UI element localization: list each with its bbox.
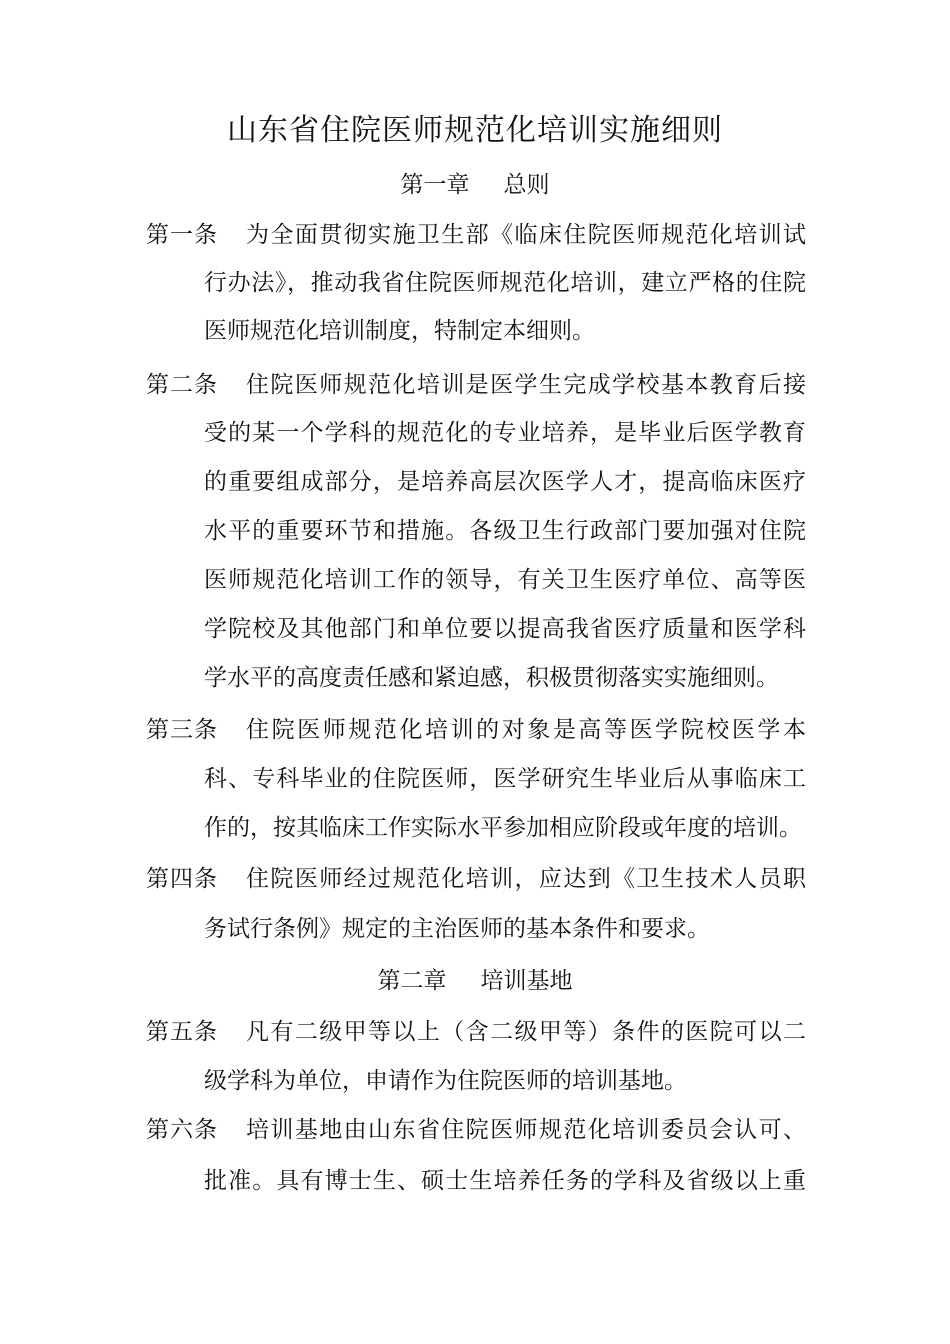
chapter-1-name: 总则 [503, 172, 550, 198]
chapter-1-heading [0, 168, 950, 202]
chapter-2-heading [0, 964, 950, 998]
article-2-line-4: 水平的重要环节和措施。各级卫生行政部门要加强对住院 [204, 518, 806, 544]
article-2-line-3: 的重要组成部分，是培养高层次医学人才，提高临床医疗 [204, 469, 806, 495]
article-2-line-5: 医师规范化培训工作的领导，有关卫生医疗单位、高等医 [204, 567, 806, 593]
article-1-line-1: 为全面贯彻实施卫生部《临床住院医师规范化培训试 [246, 222, 806, 248]
chapter-2-name: 培训基地 [480, 968, 573, 994]
article-4-line-2: 务试行条例》规定的主治医师的基本条件和要求。 [204, 916, 710, 942]
chapter-2-number: 第二章 [377, 968, 447, 994]
article-6-label: 第六条 [146, 1117, 218, 1143]
article-2-line-1: 住院医师规范化培训是医学生完成学校基本教育后接 [246, 372, 806, 398]
chapter-1-number: 第一章 [400, 172, 470, 198]
article-2-line-6: 学院校及其他部门和单位要以提高我省医疗质量和医学科 [204, 616, 806, 642]
document-title: 山东省住院医师规范化培训实施细则 [227, 113, 723, 148]
article-6-line-2: 批准。具有博士生、硕士生培养任务的学科及省级以上重 [204, 1168, 806, 1194]
article-5-line-2: 级学科为单位，申请作为住院医师的培训基地。 [204, 1068, 687, 1094]
article-3-line-1: 住院医师规范化培训的对象是高等医学院校医学本 [246, 717, 806, 743]
article-4-label: 第四条 [146, 866, 218, 892]
article-5-line-1: 凡有二级甲等以上（含二级甲等）条件的医院可以二 [246, 1019, 806, 1045]
article-6-line-1: 培训基地由山东省住院医师规范化培训委员会认可、 [246, 1117, 806, 1143]
article-4-line-1: 住院医师经过规范化培训，应达到《卫生技术人员职 [246, 866, 806, 892]
article-3-line-2: 科、专科毕业的住院医师，医学研究生毕业后从事临床工 [204, 766, 806, 792]
article-1-line-2: 行办法》，推动我省住院医师规范化培训，建立严格的住院 [204, 270, 806, 296]
article-2-line-2: 受的某一个学科的规范化的专业培养，是毕业后医学教育 [204, 420, 806, 446]
article-1-label: 第一条 [146, 222, 218, 248]
article-3-label: 第三条 [146, 717, 218, 743]
article-2-label: 第二条 [146, 372, 218, 398]
article-2-line-7: 学水平的高度责任感和紧迫感，积极贯彻落实实施细则。 [204, 665, 779, 691]
article-3-line-3: 作的，按其临床工作实际水平参加相应阶段或年度的培训。 [204, 815, 802, 841]
article-1-line-3: 医师规范化培训制度，特制定本细则。 [204, 318, 595, 344]
article-5-label: 第五条 [146, 1019, 218, 1045]
